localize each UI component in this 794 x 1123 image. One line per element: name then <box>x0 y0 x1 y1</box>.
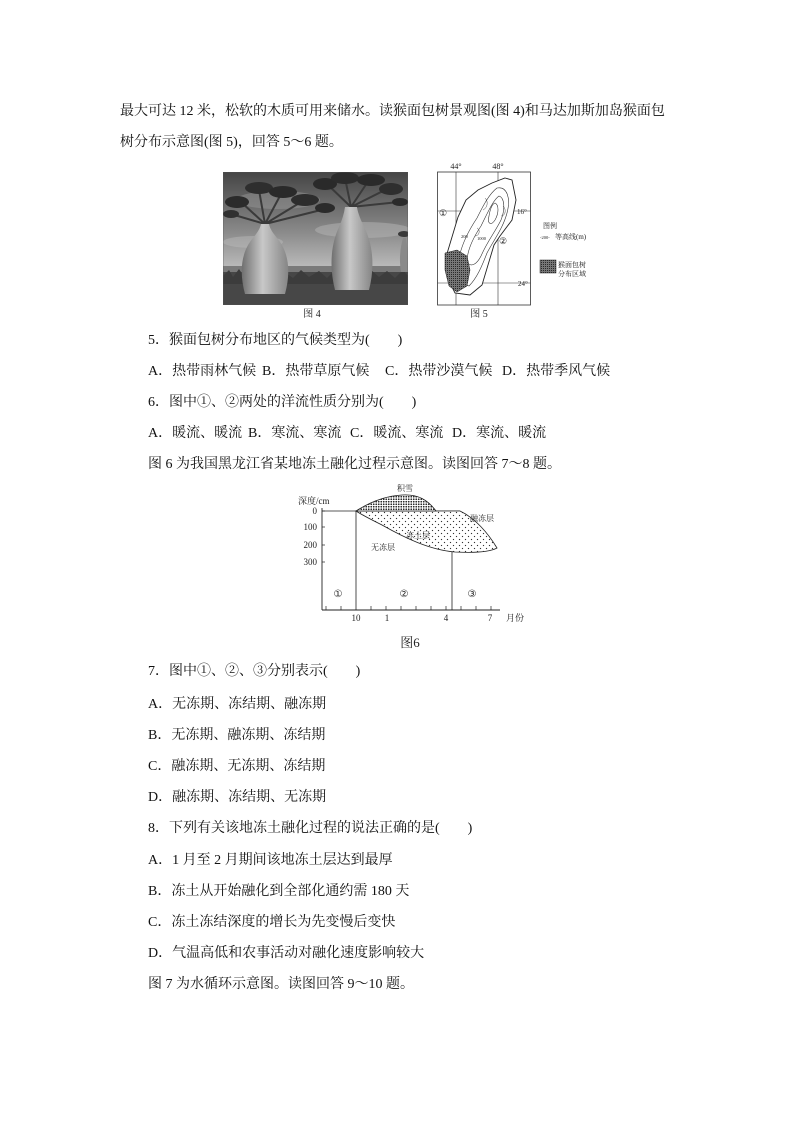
figure6-caption: 图6 <box>400 635 420 650</box>
q7-stem: 7．图中①、②、③分别表示( ) <box>148 664 361 679</box>
q6-option-b: B．寒流、寒流 <box>248 426 342 441</box>
q6-option-a: A．暖流、暖流 <box>148 426 243 441</box>
y-tick-label-200: 200 <box>303 540 317 550</box>
q7-option-b: B．无冻期、融冻期、冻结期 <box>148 728 326 743</box>
q8-option-b: B．冻土从开始融化到全部化通约需 180 天 <box>148 884 410 899</box>
legend-contour-label: 等高线(m) <box>555 233 587 241</box>
q8-option-d: D．气温高低和农事活动对融化速度影响较大 <box>148 946 425 961</box>
snow-area <box>356 495 436 511</box>
legend-area-label-2: 分布区域 <box>558 270 586 278</box>
frozen-soil-diagram <box>290 478 540 628</box>
current-marker-2: ② <box>498 236 508 246</box>
q8-option-c: C．冻土冻结深度的增长为先变慢后变快 <box>148 915 396 930</box>
lat-label-16: 16° <box>517 208 527 216</box>
legend-area-label-1: 猴面包树 <box>558 261 586 269</box>
x-tick-label-7: 7 <box>487 613 493 623</box>
lon-label-48: 48° <box>492 162 504 171</box>
y-tick-label-300: 300 <box>303 557 317 567</box>
y-tick-label-100: 100 <box>303 522 317 532</box>
lat-label-24: 24° <box>518 280 528 288</box>
unfrozen-layer-label: 无冻层 <box>371 543 395 552</box>
lon-label-44: 44° <box>450 162 462 171</box>
y-tick-label-0: 0 <box>312 506 317 516</box>
contour-value-200: 200 <box>461 234 468 239</box>
period-marker-2: ② <box>399 589 409 600</box>
intro-line-1: 最大可达 12 米，松软的木质可用来储水。读猴面包树景观图(图 4)和马达加斯加岛猴面包 <box>120 104 665 119</box>
thaw-layer-label: 融冻层 <box>470 514 494 523</box>
x-ticks <box>326 606 491 610</box>
x-axis-title: 月份 <box>506 613 525 623</box>
contour-value-1000: 1000 <box>477 236 486 241</box>
frozen-soil-diagram-drawing <box>290 478 540 628</box>
current-marker-1: ① <box>438 208 448 218</box>
x-tick-label-10: 10 <box>351 613 361 623</box>
q8-stem: 8．下列有关该地冻土融化过程的说法正确的是( ) <box>148 821 473 836</box>
q6-option-c: C．暖流、寒流 <box>350 426 444 441</box>
q5-option-b: B．热带草原气候 <box>262 364 370 379</box>
intro-line-2: 树分布示意图(图 5)，回答 5～6 题。 <box>120 135 343 150</box>
legend-title: 图例 <box>543 222 557 230</box>
q5-option-a: A．热带雨林气候 <box>148 364 257 379</box>
q7-option-d: D．融冻期、冻结期、无冻期 <box>148 790 327 805</box>
x-tick-label-4: 4 <box>443 613 449 623</box>
figure6-intro: 图 6 为我国黑龙江省某地冻土融化过程示意图。读图回答 7～8 题。 <box>148 457 561 472</box>
figure4-caption: 图 4 <box>303 309 321 320</box>
q5-option-c: C．热带沙漠气候 <box>385 364 493 379</box>
q6-option-d: D．寒流、暖流 <box>452 426 547 441</box>
period-marker-3: ③ <box>467 589 477 600</box>
frozen-layer-label: 冻土层 <box>406 531 430 540</box>
baobab-photo-image <box>223 172 408 305</box>
legend-baobab-swatch <box>540 260 556 273</box>
madagascar-map-drawing <box>437 158 605 308</box>
baobab-distribution-area <box>445 250 470 292</box>
q5-option-d: D．热带季风气候 <box>502 364 611 379</box>
figure7-intro: 图 7 为水循环示意图。读图回答 9～10 题。 <box>148 977 414 992</box>
q6-stem: 6．图中①、②两处的洋流性质分别为( ) <box>148 395 417 410</box>
q8-option-a: A．1 月至 2 月期间该地冻土层达到最厚 <box>148 853 393 868</box>
baobab-photo <box>223 172 408 305</box>
legend-contour-symbol: -200- <box>540 235 550 240</box>
y-axis-title: 深度/cm <box>298 496 330 506</box>
snow-label: 积雪 <box>397 484 413 493</box>
q7-option-c: C．融冻期、无冻期、冻结期 <box>148 759 326 774</box>
figure5-caption: 图 5 <box>470 309 488 320</box>
q7-option-a: A．无冻期、冻结期、融冻期 <box>148 697 327 712</box>
x-tick-label-1: 1 <box>384 613 390 623</box>
period-marker-1: ① <box>333 589 343 600</box>
madagascar-map <box>437 158 605 308</box>
q5-stem: 5．猴面包树分布地区的气候类型为( ) <box>148 333 403 348</box>
